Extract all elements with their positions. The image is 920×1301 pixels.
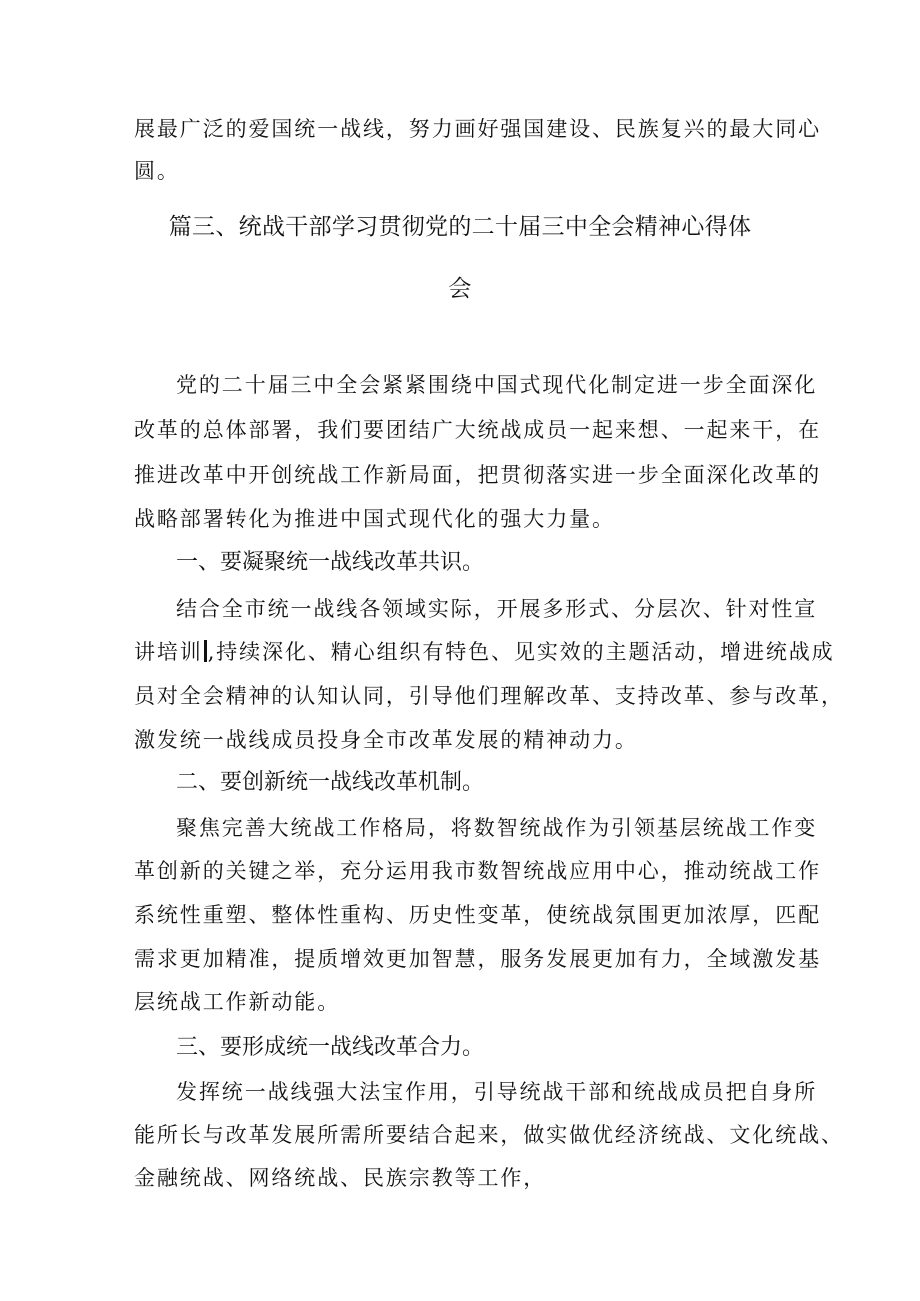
body-text-line	[134, 637, 835, 667]
body-text-line: 激发统一战线成员投身全市改革发展的精神动力。	[134, 728, 638, 752]
body-text-line: 革创新的关键之举，充分运用我市数智统战应用中心，推动统战工作	[134, 859, 821, 883]
body-text-line: 战略部署转化为推进中国式现代化的强大力量。	[134, 507, 615, 531]
body-text-fragment: 讲培训	[134, 640, 203, 664]
body-text-line: 聚焦完善大统战工作格局，将数智统战作为引领基层统战工作变	[176, 816, 818, 840]
section-heading-3: 三、要形成统一战线改革合力。	[176, 1035, 485, 1060]
text-cursor-mark	[204, 640, 207, 662]
body-text-line: 能所长与改革发展所需所要结合起来，做实做优经济统战、文化统战、	[134, 1123, 844, 1147]
body-text-line: 需求更加精准，提质增效更加智慧，服务发展更加有力，全域激发基	[134, 947, 821, 971]
body-text-line: 金融统战、网络统战、民族宗教等工作，	[134, 1166, 547, 1190]
document-title-continuation: 会	[448, 276, 472, 302]
body-text-line: 发挥统一战线强大法宝作用，引导统战干部和统战成员把自身所	[176, 1080, 818, 1104]
document-title: 篇三、统战干部学习贯彻党的二十届三中全会精神心得体	[168, 214, 752, 240]
body-text-line: 结合全市统一战线各领域实际，开展多形式、分层次、针对性宣	[176, 597, 818, 621]
body-text-line: 圆。	[134, 159, 180, 183]
body-text-line: 推进改革中开创统战工作新局面，把贯彻落实进一步全面深化改革的	[134, 463, 821, 487]
body-text-line: 层统战工作新动能。	[134, 990, 341, 1014]
body-text-line: 党的二十届三中全会紧紧围绕中国式现代化制定进一步全面深化	[176, 373, 818, 397]
body-text-line: 员对全会精神的认知认同，引导他们理解改革、支持改革、参与改革，	[134, 684, 844, 708]
section-heading-1: 一、要凝聚统一战线改革共识。	[176, 550, 485, 575]
body-text-line: 展最广泛的爱国统一战线，努力画好强国建设、民族复兴的最大同心	[134, 117, 821, 141]
body-text-line: 系统性重塑、整体性重构、历史性变革，使统战氛围更加浓厚，匹配	[134, 903, 821, 927]
body-text-fragment: ,持续深化、精心组织有特色、见实效的主题活动，增进统战成	[207, 640, 835, 664]
body-text-line: 改革的总体部署，我们要团结广大统战成员一起来想、一起来干，在	[134, 418, 821, 442]
section-heading-2: 二、要创新统一战线改革机制。	[176, 770, 485, 795]
